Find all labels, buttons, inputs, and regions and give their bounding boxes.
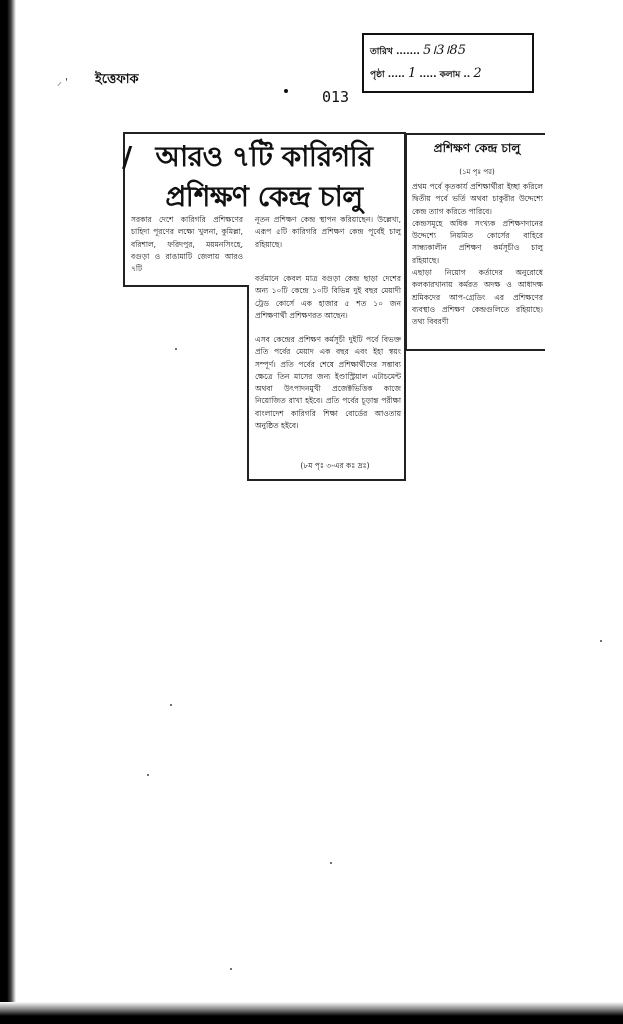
- stamp-page-label: পৃষ্ঠা: [370, 70, 385, 80]
- stamp-date-row: তারিখ ....... 5।3।85: [370, 43, 466, 58]
- clipping-stamp: [362, 33, 534, 93]
- article-paragraph-1: নূতন প্রশিক্ষণ কেন্দ্র স্থাপন করিয়াছেন। উল্লেখ্য, এরূপ ৫টি কারিগরি প্রশিক্ষণ কেন্দ্র পূর্বেই চালু রহিয়াছে।: [255, 215, 401, 249]
- scan-edge-left: [0, 0, 16, 1024]
- continuation-headline: প্রশিক্ষণ কেন্দ্র চালু: [433, 141, 521, 155]
- page-number: 013: [322, 88, 350, 106]
- stamp-page-value: 1: [407, 66, 417, 81]
- continuation-reference: (১ম পৃঃ পর): [459, 168, 495, 176]
- continuation-paragraph-3: এছাড়া নিয়োগ কর্তাদের অনুরোধে কলকারখানায় কর্মরত অদক্ষ ও আধাদক্ষ শ্রমিকদের আপ-গ্রেডিং এর প্রশিক্ষণের ব্যবস্থাও প্রশিক্ষণ কেন্দ্রগুলিতে রহিয়াছে। তথ্য বিবরণী: [412, 268, 543, 327]
- stamp-page-row: পৃষ্ঠা ..... 1 ..... কলাম .. 2: [370, 66, 482, 81]
- margin-mark: ⸝ ': [57, 77, 68, 88]
- pen-mark: /: [122, 140, 132, 173]
- stamp-date-label: তারিখ: [370, 47, 393, 57]
- headline-line-1: আরও ৭টি কারিগরি: [155, 140, 373, 173]
- stamp-column-label: কলাম: [439, 70, 461, 80]
- ink-dot: [284, 89, 288, 93]
- continued-note: (৮ম পৃঃ ৩-এর কঃ দ্রঃ): [300, 461, 370, 470]
- continuation-text: [412, 181, 543, 329]
- article-column-1: সরকার দেশে কারিগরি প্রশিক্ষণের চাহিদা পূরণের লক্ষ্যে খুলনা, কুমিল্লা, বরিশাল, ফরিদপুর, ময়মনসিংহে, বগুড়া ও রাঙামাটি জেলায় আরও ৭টি: [131, 215, 243, 274]
- continuation-paragraph-2: কেন্দ্রসমূহে অধিক সংখ্যক প্রশিক্ষণদানের উদ্দেশ্যে নিয়মিত কোর্সের বাহিরে সান্ধ্যকালীন প্রশিক্ষণ কর্মসূচীও চালু রহিয়াছে।: [412, 218, 543, 265]
- continuation-paragraph-1: প্রথম পর্বে কৃতকার্য প্রশিক্ষার্থীরা ইচ্ছা করিলে দ্বিতীয় পর্বে ভর্তি অথবা চাকুরীর উদ্দেশ্যে কেন্দ্র ত্যাগ করিতে পারিবে।: [412, 182, 543, 216]
- stamp-column-value: 2: [473, 66, 482, 81]
- article-paragraph-3: এসব কেন্দ্রের প্রশিক্ষণ কর্মসূচী দুইটি পর্বে বিভক্ত প্রতি পর্বের মেয়াদ এক বছর এবং ইহা স্বয়ং সম্পূর্ণ। প্রতি পর্বের শেষে প্রশিক্ষার্থীদের সম্ভাব্য ক্ষেত্রে তিন মাসের জন্য ইণ্ডাস্ট্রিয়াল এটাচমেন্ট অথবা উৎপাদনমুখী প্রজেক্টভিত্তিক কাজে নিয়োজিত রাখা হইবে। প্রতি পর্বের চূড়ান্ত পরীক্ষা বাংলাদেশ কারিগরি শিক্ষা বোর্ডের আওতায় অনুষ্ঠিত হইবে।: [255, 335, 401, 431]
- article-headline: [122, 137, 400, 217]
- newspaper-name: ইত্তেফাক: [95, 72, 139, 87]
- headline-line-2: প্রশিক্ষণ কেন্দ্র চালু: [165, 180, 363, 213]
- stamp-date-value: 5।3।85: [423, 43, 466, 58]
- article-paragraph-2: বর্তমানে কেবল মাত্র বগুড়া কেন্দ্র ছাড়া দেশের অন্য ১০টি কেন্দ্রে ১০টি বিভিন্ন দুই বছর মেয়াদী ট্রেড কোর্সে এক হাজার ৫ শত ১০ জন প্রশিক্ষণার্থী প্রশিক্ষণরত আছেন।: [255, 274, 401, 320]
- scan-edge-bottom: [0, 1002, 623, 1024]
